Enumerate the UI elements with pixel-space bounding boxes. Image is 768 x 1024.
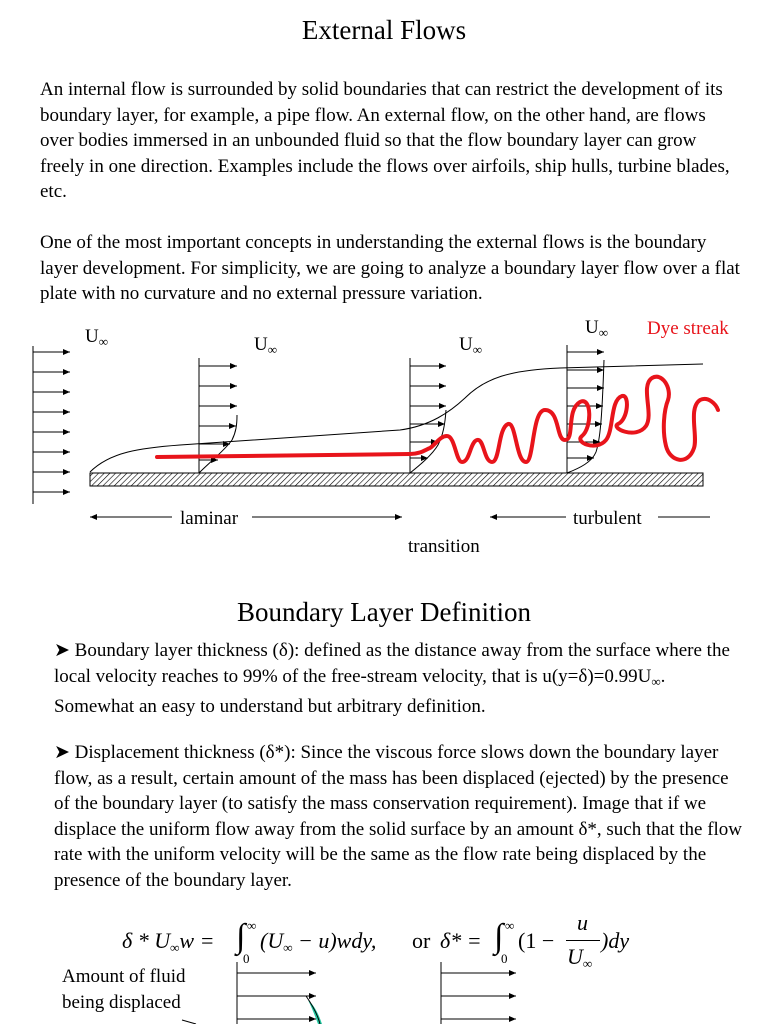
lower-limit-2: 0 xyxy=(501,951,508,966)
fraction-bar xyxy=(566,940,600,941)
integral-sign-1: ∫ xyxy=(236,918,246,955)
fraction-numerator: u xyxy=(577,910,588,935)
integral-1-body: $(U_\infty - u)wdy$, xyxy=(260,928,377,955)
displacement-equation-rhs-lhs: δ* = xyxy=(440,928,482,953)
integral-2-tail: )dy xyxy=(601,928,630,953)
bottom-profile-left xyxy=(237,962,322,1024)
u-inf-label-4: $U_\infty$ xyxy=(585,317,609,340)
upper-limit-2: ∞ xyxy=(505,918,515,933)
equation-or: or xyxy=(412,928,431,953)
integral-2-body: (1 − xyxy=(518,928,555,953)
bottom-profile-right xyxy=(441,962,516,1024)
displaced-fluid-label: Amount of fluid being displaced xyxy=(62,966,186,1013)
transition-profile xyxy=(410,358,446,473)
laminar-label: laminar xyxy=(180,508,239,529)
displacement-equation-lhs: δ * $U_\infty w$ = xyxy=(122,928,215,955)
u-inf-label-2: $U_\infty$ xyxy=(254,334,278,357)
bottom-pointer-line xyxy=(182,1020,196,1024)
u-inf-label-3: $U_\infty$ xyxy=(459,334,483,357)
u-inf-label-1: $U_\infty$ xyxy=(85,326,109,349)
bullet-displacement-thickness: ➤ Displacement thickness (δ*): Since the viscous force slows down the boundary layer flow, as a result, certain amount of the mass has been displaced (ejected) by the presence of the boundary layer (to satisfy the mass conservation requirement). Image that if we displace the uniform flow away from the solid surface by an amount δ*, such that the flow rate with the uniform velocity will be the same as the flow rate being displaced by the presence of the boundary layer. xyxy=(54,742,743,891)
freestream-profile xyxy=(33,346,70,504)
intro-paragraph-1: An internal flow is surrounded by solid boundaries that can restrict the development of its boundary layer, for example, a pipe flow. An external flow, on the other hand, are flows over bodies immersed in an unbounded fluid so that the flow boundary layer can grow freely in one direction. Examples include the flows over airfoils, ship hulls, turbine blades, etc. xyxy=(40,79,730,203)
lower-limit-1: 0 xyxy=(243,951,250,966)
dye-streak xyxy=(157,377,718,462)
upper-limit-1: ∞ xyxy=(247,918,257,933)
intro-paragraph-2: One of the most important concepts in understanding the external flows is the boundary layer development. For simplicity, we are going to analyze a boundary layer flow over a flat plate with no curvature and no external pressure variation. xyxy=(40,232,740,305)
flat-plate xyxy=(90,473,703,486)
section-title: Boundary Layer Definition xyxy=(237,597,531,627)
dye-streak-label: Dye streak xyxy=(647,318,729,339)
fraction-denominator: $U_\infty$ xyxy=(567,944,593,971)
transition-label: transition xyxy=(408,536,480,557)
bullet-boundary-layer-thickness: ➤ Boundary layer thickness (δ): defined as the distance away from the surface where the local velocity reaches to 99% of the free-stream velocity, that is $u(y=\delta)=0.99U_\infty$. Somewhat an easy to understand but arbitrary definition. xyxy=(54,640,730,718)
integral-sign-2: ∫ xyxy=(494,918,504,955)
page-title: External Flows xyxy=(301,15,467,45)
turbulent-label: turbulent xyxy=(573,508,642,529)
